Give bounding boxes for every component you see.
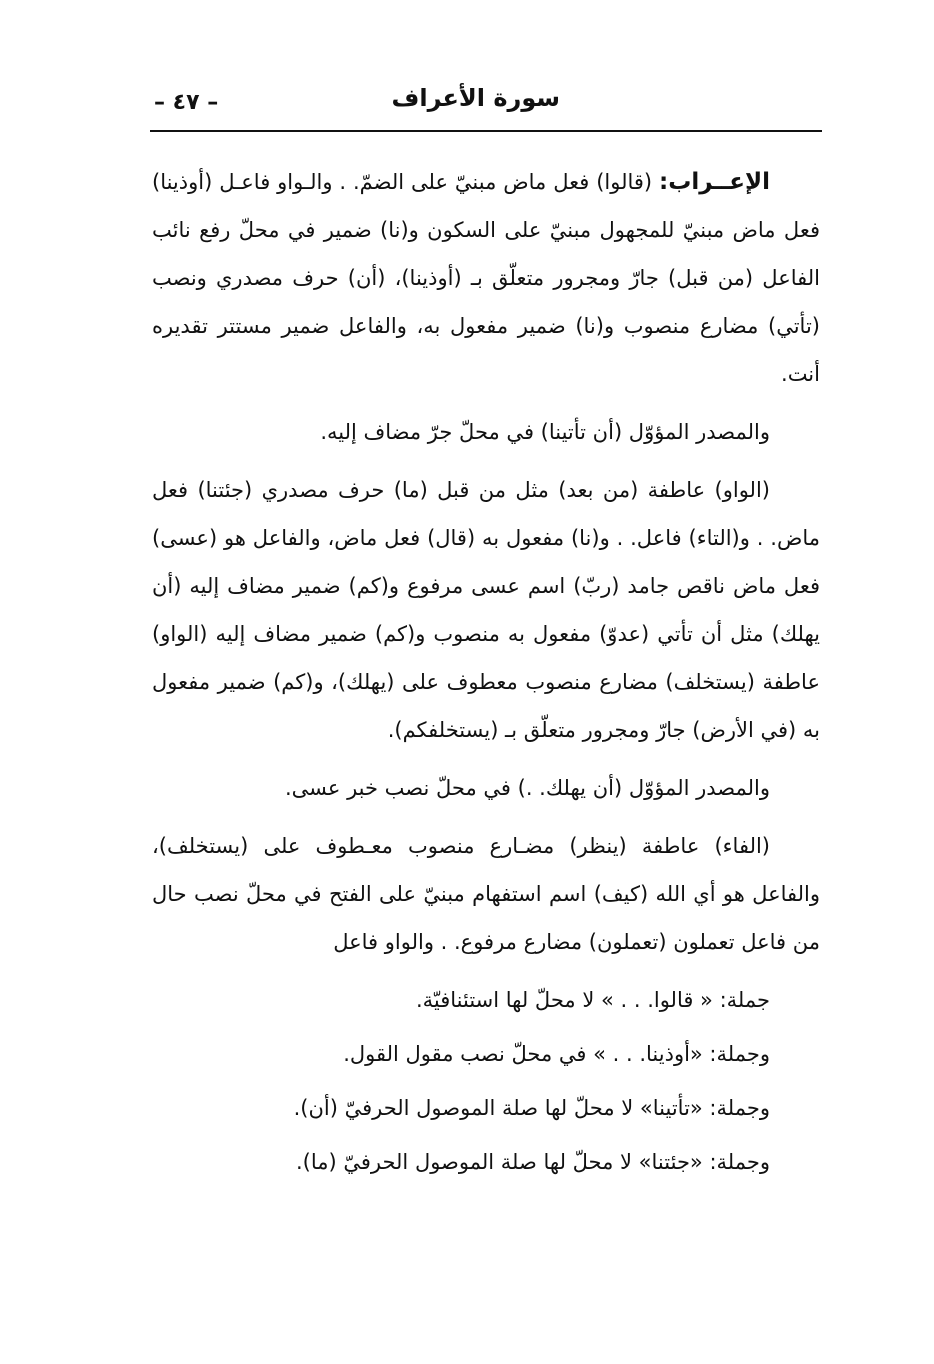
paragraph: والمصدر المؤوّل (أن تأتينا) في محلّ جرّ مضاف إليه. — [320, 420, 770, 444]
paragraph: والمصدر المؤوّل (أن يهلك. .) في محلّ نصب خبر عسى. — [284, 776, 770, 800]
surah-title: سورة الأعراف — [391, 84, 560, 112]
page-body — [152, 158, 820, 1192]
irab-heading: الإعــراب: — [659, 169, 770, 195]
page-header — [150, 82, 822, 132]
paragraph-irab — [152, 158, 820, 398]
page-number: – ٤٧ – — [154, 90, 219, 115]
sentence-item: وجملة: «جئتنا» لا محلّ لها صلة الموصول الحرفيّ (ما). — [295, 1150, 770, 1174]
sentence-item: جملة: « قالوا. . . » لا محلّ لها استئنافيّة. — [415, 988, 770, 1012]
paragraph: (الواو) عاطفة (من بعد) مثل من قبل (ما) حرف مصدري (جئتنا) فعل ماض. . و(التاء) فاعل. . و(نا) مفعول به (قال) فعل ماض، والفاعل هو (عسى) فعل ماض ناقص جامد (ربّ) اسم عسى مرفوع و(كم) ضمير مضاف إليه (أن يهلك) مثل أن تأتي (عدوّ) مفعول به منصوب و(كم) ضمير مضاف إليه (الواو) عاطفة (يستخلف) مضارع منصوب معطوف على (يهلك)، و(كم) ضمير مفعول به (في الأرض) جارّ ومجرور متعلّق بـ (يستخلفكم). — [152, 478, 820, 742]
sentence-item: وجملة: «تأتينا» لا محلّ لها صلة الموصول الحرفيّ (أن). — [293, 1096, 770, 1120]
sentence-list — [152, 976, 820, 1186]
paragraph: (الفاء) عاطفة (ينظر) مضـارع منصوب معـطوف على (يستخلف)، والفاعل هو أي الله (كيف) اسم استفهام مبنيّ على الفتح في محلّ نصب حال من فاعل تعملون (تعملون) مضارع مرفوع. . والواو فاعل — [152, 834, 820, 954]
sentence-item: وجملة: «أوذينا. . . » في محلّ نصب مقول القول. — [343, 1042, 770, 1066]
paragraph-text: (قالوا) فعل ماض مبنيّ على الضمّ. . والـواو فاعـل (أوذينا) فعل ماض مبنيّ للمجهول مبنيّ على السكون و(نا) ضمير في محلّ رفع نائب الفاعل (من قبل) جارّ ومجرور متعلّق بـ (أوذينا)، (أن) حرف مصدري ونصب (تأتي) مضارع منصوب و(نا) ضمير مفعول به، والفاعل ضمير مستتر تقديره أنت. — [152, 170, 820, 386]
